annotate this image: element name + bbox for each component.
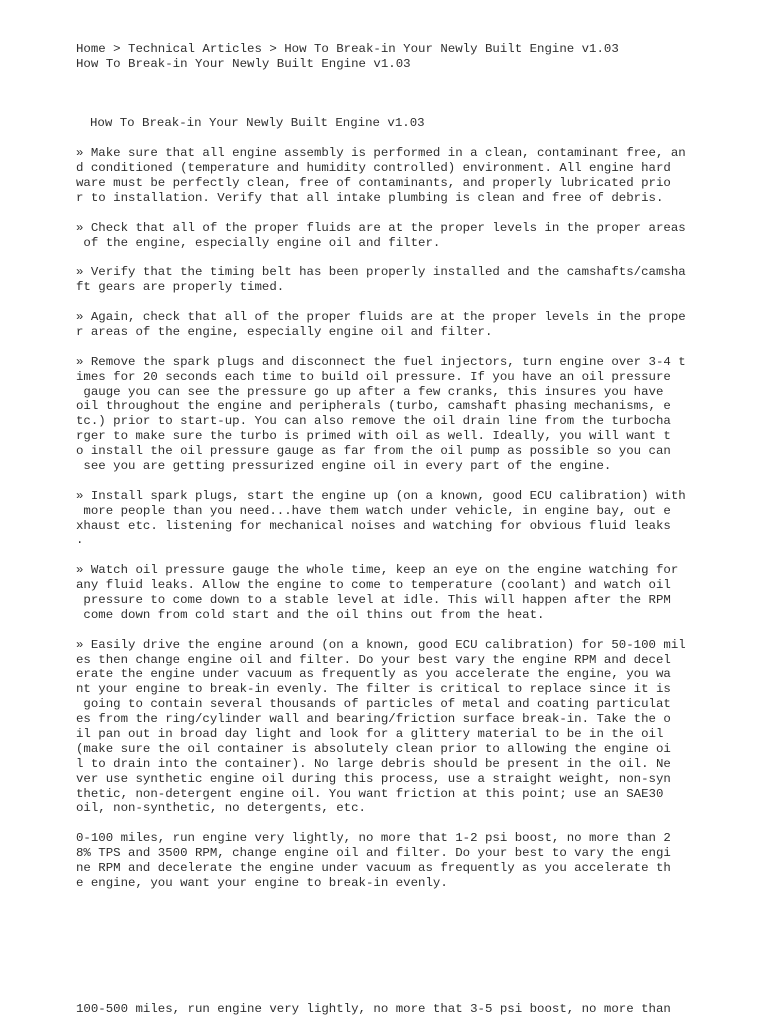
paragraph-line: oil, non-synthetic, no detergents, etc. <box>76 801 366 816</box>
article-paragraph <box>76 355 688 474</box>
paragraph-line: es then change engine oil and filter. Do your best vary the engine RPM and decel <box>76 652 671 667</box>
paragraph-line: any fluid leaks. Allow the engine to come to temperature (coolant) and watch oil <box>76 578 671 593</box>
paragraph-line: rger to make sure the turbo is primed with oil as well. Ideally, you will want t <box>76 429 671 444</box>
paragraph-line: pressure to come down to a stable level at idle. This will happen after the RPM <box>76 592 671 607</box>
paragraph-line: (make sure the oil container is absolutely clean prior to allowing the engine oi <box>76 741 671 756</box>
paragraph-line: o install the oil pressure gauge as far from the oil pump as possible so you can <box>76 444 671 459</box>
paragraph-line: nt your engine to break-in evenly. The filter is critical to replace since it is <box>76 682 671 697</box>
paragraph-line: thetic, non-detergent engine oil. You want friction at this point; use an SAE30 <box>76 786 664 801</box>
paragraph-line: » Install spark plugs, start the engine up (on a known, good ECU calibration) with <box>76 488 686 503</box>
article-paragraph <box>76 221 688 251</box>
article-paragraph <box>76 310 688 340</box>
paragraph-line: » Remove the spark plugs and disconnect the fuel injectors, turn engine over 3-4 t <box>76 354 686 369</box>
paragraph-line: » Easily drive the engine around (on a known, good ECU calibration) for 50-100 mil <box>76 637 686 652</box>
paragraph-line: tc.) prior to start-up. You can also remove the oil drain line from the turbocha <box>76 414 671 429</box>
paragraph-line: e engine, you want your engine to break-in evenly. <box>76 875 448 890</box>
paragraph-line: » Watch oil pressure gauge the whole time, keep an eye on the engine watching for <box>76 563 679 578</box>
article-paragraph <box>76 146 688 206</box>
paragraph-line: more people than you need...have them watch under vehicle, in engine bay, out e <box>76 503 671 518</box>
document-page <box>76 42 688 1017</box>
paragraph-line: of the engine, especially engine oil and filter. <box>76 235 441 250</box>
paragraph-line: » Make sure that all engine assembly is performed in a clean, contaminant free, an <box>76 146 686 161</box>
article-title: How To Break-in Your Newly Built Engine v1.03 <box>90 116 425 131</box>
paragraph-line: es from the ring/cylinder wall and bearing/friction surface break-in. Take the o <box>76 712 671 727</box>
article-paragraph <box>76 831 688 891</box>
paragraph-line: xhaust etc. listening for mechanical noises and watching for obvious fluid leaks <box>76 518 671 533</box>
article-paragraph-final <box>76 1002 688 1017</box>
paragraph-line: see you are getting pressurized engine oil in every part of the engine. <box>76 458 612 473</box>
article-paragraph <box>76 638 688 817</box>
article-paragraph <box>76 265 688 295</box>
paragraph-line: » Verify that the timing belt has been properly installed and the camshafts/camsha <box>76 265 686 280</box>
paragraph-line: » Again, check that all of the proper fluids are at the proper levels in the prope <box>76 310 686 325</box>
paragraph-line: imes for 20 seconds each time to build oil pressure. If you have an oil pressure <box>76 369 671 384</box>
paragraph-line: r areas of the engine, especially engine oil and filter. <box>76 324 493 339</box>
paragraph-line: l to drain into the container). No large debris should be present in the oil. Ne <box>76 756 671 771</box>
paragraph-line: oil throughout the engine and peripherals (turbo, camshaft phasing mechanisms, e <box>76 399 671 414</box>
paragraph-line: ver use synthetic engine oil during this process, use a straight weight, non-syn <box>76 771 671 786</box>
paragraph-line: ne RPM and decelerate the engine under vacuum as frequently as you accelerate th <box>76 861 671 875</box>
paragraph-line: » Check that all of the proper fluids are at the proper levels in the proper areas <box>76 220 686 235</box>
paragraph-line: ft gears are properly timed. <box>76 280 285 295</box>
paragraph-line: d conditioned (temperature and humidity controlled) environment. All engine hard <box>76 161 671 176</box>
paragraph-line: gauge you can see the pressure go up after a few cranks, this insures you have <box>76 384 664 399</box>
paragraph-line: going to contain several thousands of particles of metal and coating particulat <box>76 697 671 712</box>
article-paragraph <box>76 563 688 623</box>
page-subtitle: How To Break-in Your Newly Built Engine v1.03 <box>76 56 411 71</box>
breadcrumb: Home > Technical Articles > How To Break-in Your Newly Built Engine v1.03 <box>76 42 619 56</box>
paragraph-line: come down from cold start and the oil thins out from the heat. <box>76 607 545 622</box>
paragraph-line: . <box>76 533 84 548</box>
paragraph-line: 100-500 miles, run engine very lightly, no more that 3-5 psi boost, no more than <box>76 1001 671 1016</box>
paragraph-line: erate the engine under vacuum as frequently as you accelerate the engine, you wa <box>76 667 671 682</box>
paragraph-line: il pan out in broad day light and look for a glittery material to be in the oil <box>76 726 664 741</box>
article-paragraph <box>76 489 688 549</box>
paragraph-line: r to installation. Verify that all intake plumbing is clean and free of debris. <box>76 190 664 205</box>
article-body <box>76 146 688 891</box>
paragraph-line: 8% TPS and 3500 RPM, change engine oil and filter. Do your best to vary the engi <box>76 846 671 861</box>
paragraph-line: ware must be perfectly clean, free of contaminants, and properly lubricated prio <box>76 176 671 191</box>
paragraph-line: 0-100 miles, run engine very lightly, no more that 1-2 psi boost, no more than 2 <box>76 831 671 846</box>
